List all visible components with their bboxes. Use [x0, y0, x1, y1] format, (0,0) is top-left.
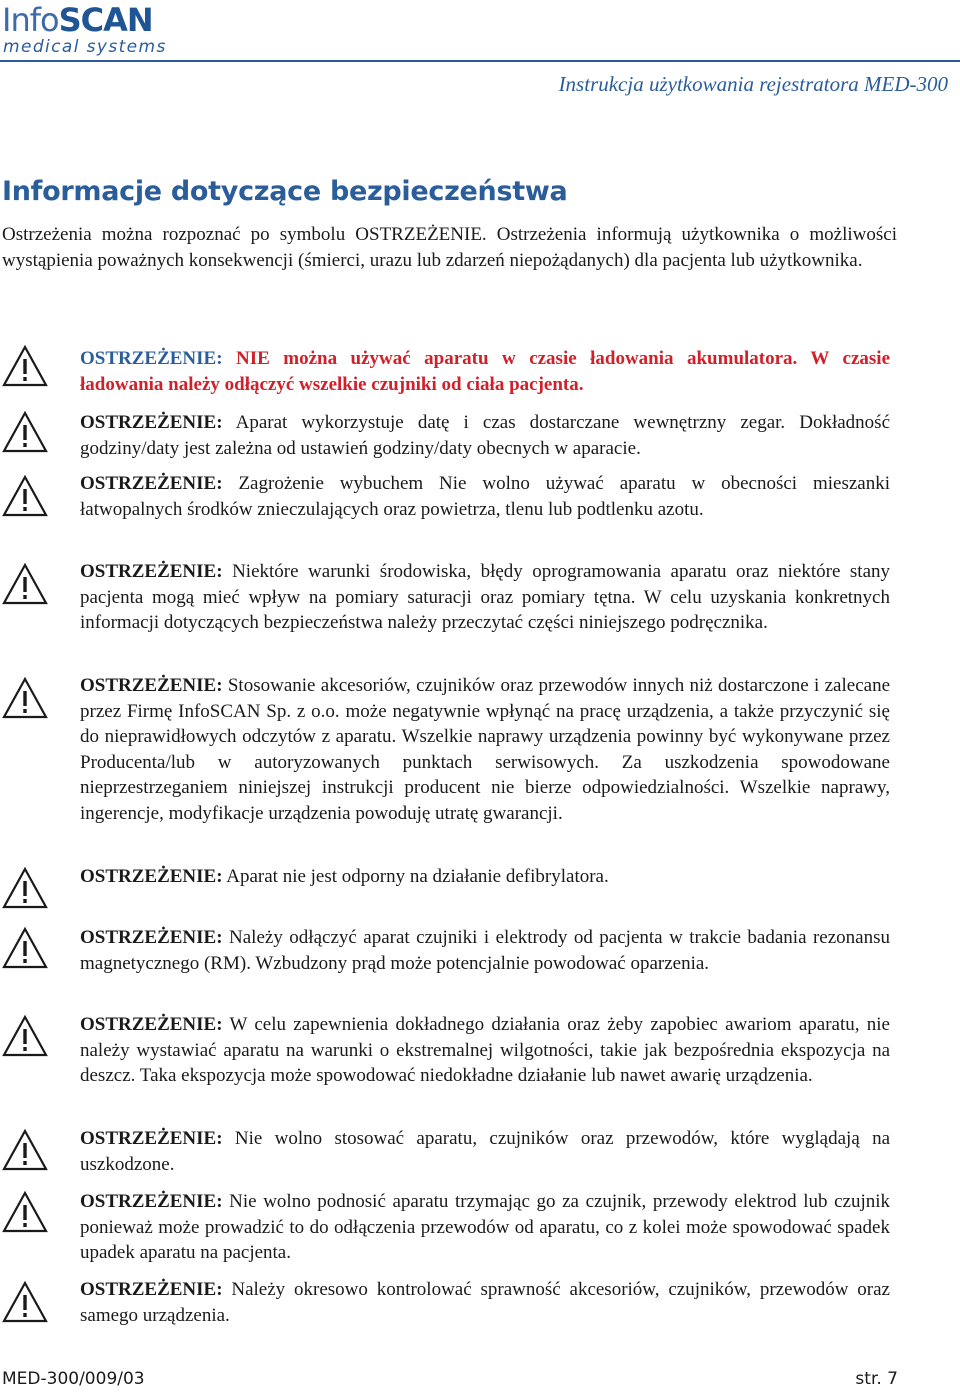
warning-label: OSTRZEŻENIE: [80, 1128, 223, 1149]
warning-triangle-icon [2, 676, 48, 720]
warning-paragraph [80, 925, 890, 976]
warning-text: Należy okresowo kontrolować sprawność akcesoriów, czujników, przewodów oraz samego urządzenia. [80, 1279, 890, 1326]
document-code: MED-300/009/03 [2, 1369, 145, 1389]
warning-label: OSTRZEŻENIE: [80, 866, 223, 887]
warning-paragraph [80, 471, 890, 522]
warning-triangle-icon [2, 1128, 48, 1172]
warning-text: Stosowanie akcesoriów, czujników oraz przewodów innych niż dostarczone i zalecane przez Firmę InfoSCAN Sp. z o.o. może negatywnie wpłynąć na pracę urządzenia, a także przyczynić się do nieprawidłowych odczytów z aparatu. Wszelkie naprawy urządzenia powinny być wykonywane przez Producenta/lub w autoryzowanych punktach serwisowych. Za uszkodzenia spowodowane nieprzestrzeganiem niniejszej instrukcji producent nie bierze odpowiedzialności. Wszelkie naprawy, ingerencje, modyfikacje urządzenia powoduję utratę gwarancji. [80, 675, 891, 824]
warning-paragraph [80, 673, 890, 826]
warning-text: Nie wolno stosować aparatu, czujników oraz przewodów, które wyglądają na uszkodzone. [80, 1128, 890, 1175]
warning-text: Aparat nie jest odporny na działanie defibrylatora. [226, 866, 609, 887]
warning-label: OSTRZEŻENIE: [80, 561, 223, 582]
section-title: Informacje dotyczące bezpieczeństwa [2, 176, 568, 207]
warning-text: W celu zapewnienia dokładnego działania oraz żeby zapobiec awariom aparatu, nie należy wystawiać aparatu na warunki o ekstremalnej wilgotności, takie jak bezpośrednia ekspozycja na deszcz. Taka ekspozycja może spowodować niedokładne działanie lub nawet awarię urządzenia. [80, 1014, 890, 1086]
warning-label: OSTRZEŻENIE: [80, 1279, 223, 1300]
warning-text: Niektóre warunki środowiska, błędy oprogramowania aparatu oraz niektóre stany pacjenta mogą mieć wpływ na pomiary saturacji oraz pomiary tętna. W celu uzyskania konkretnych informacji dotyczących bezpieczeństwa należy przeczytać części niniejszego podręcznika. [80, 561, 891, 633]
warning-label: OSTRZEŻENIE: [80, 675, 223, 696]
warning-label: OSTRZEŻENIE: [80, 473, 223, 494]
warning-text: Aparat wykorzystuje datę i czas dostarczane wewnętrzny zegar. Dokładność godziny/daty jest zależna od ustawień godziny/daty obecnych w aparacie. [80, 412, 891, 459]
warning-paragraph [80, 1277, 890, 1328]
warning-triangle-icon [2, 344, 48, 388]
warning-text: NIE można używać aparatu w czasie ładowania akumulatora. W czasie ładowania należy odłączyć wszelkie czujniki od ciała pacjenta. [80, 348, 891, 395]
warning-label: OSTRZEŻENIE: [80, 927, 223, 948]
warning-paragraph [80, 559, 890, 636]
warning-text: Nie wolno podnosić aparatu trzymając go za czujnik, przewody elektrod lub czujnik ponieważ może prowadzić to do odłączenia przewodów od aparatu, co z kolei może spowodować spadek upadek aparatu na pacjenta. [80, 1191, 891, 1263]
warning-triangle-icon [2, 474, 48, 518]
warning-triangle-icon [2, 562, 48, 606]
infoscan-logo [2, 2, 177, 58]
document-title: Instrukcja użytkowania rejestratora MED-300 [558, 72, 948, 96]
warning-paragraph [80, 864, 890, 890]
warning-paragraph [80, 346, 890, 397]
warning-paragraph [80, 1126, 890, 1177]
warning-label: OSTRZEŻENIE: [80, 1191, 223, 1212]
logo-scan-text: SCAN [58, 1, 153, 39]
warning-triangle-icon [2, 1014, 48, 1058]
warning-label: OSTRZEŻENIE: [80, 1014, 223, 1035]
warning-paragraph [80, 1012, 890, 1089]
logo-info-text: Info [2, 1, 59, 39]
warning-triangle-icon [2, 410, 48, 454]
warning-label: OSTRZEŻENIE: [80, 348, 223, 369]
warning-paragraph [80, 1189, 890, 1266]
warning-text: Należy odłączyć aparat czujniki i elektrody od pacjenta w trakcie badania rezonansu magnetycznego (RM). Wzbudzony prąd może potencjalnie powodować oparzenia. [80, 927, 891, 974]
warning-text: Zagrożenie wybuchem Nie wolno używać aparatu w obecności mieszanki łatwopalnych środków znieczulających oraz powietrza, tlenu lub podtlenku azotu. [80, 473, 890, 520]
warning-triangle-icon [2, 866, 48, 910]
warning-triangle-icon [2, 1190, 48, 1234]
warning-label: OSTRZEŻENIE: [80, 412, 223, 433]
warning-triangle-icon [2, 1280, 48, 1324]
intro-paragraph: Ostrzeżenia można rozpoznać po symbolu OSTRZEŻENIE. Ostrzeżenia informują użytkownika o możliwości wystąpienia poważnych konsekwencji (śmierci, urazu lub zdarzeń niepożądanych) dla pacjenta lub użytkownika. [2, 224, 897, 271]
page-number: str. 7 [855, 1369, 898, 1389]
logo-subtitle: medical systems [3, 37, 167, 57]
header-rule [0, 60, 960, 62]
warning-triangle-icon [2, 926, 48, 970]
warning-paragraph [80, 410, 890, 461]
